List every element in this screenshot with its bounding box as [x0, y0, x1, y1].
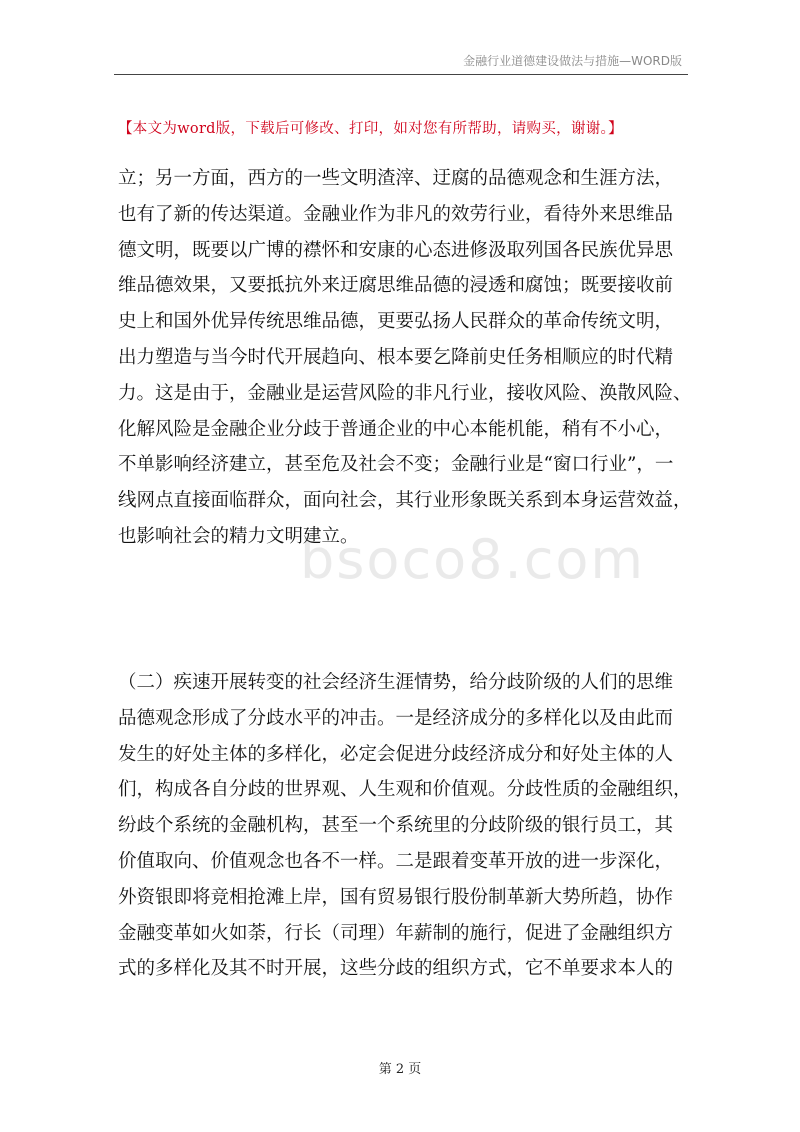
paragraph-line: 化解风险是金融企业分歧于普通企业的中心本能机能，稍有不小心，	[118, 418, 674, 440]
paragraph-line: 也有了新的传达渠道。金融业作为非凡的效劳行业，看待外来思维品	[118, 203, 674, 225]
paragraph-line: 发生的好处主体的多样化，必定会促进分歧经济成分和好处主体的人	[118, 743, 674, 765]
paragraph-line: 也影响社会的精力文明建立。	[118, 525, 359, 547]
paragraph-line: 式的多样化及其不时开展，这些分歧的组织方式，它不单要求本人的	[118, 958, 674, 980]
page-number: 第 2 页	[378, 1062, 422, 1077]
header-divider	[114, 74, 688, 75]
paragraph-line: 们，构成各自分歧的世界观、人生观和价值观。分歧性质的金融组织，	[118, 779, 692, 801]
paragraph-line: 外资银即将竞相抢滩上岸，国有贸易银行股份制革新大势所趋，协作	[118, 886, 674, 908]
paragraph-line: 价值取向、价值观念也各不一样。二是跟着变革开放的进一步深化，	[118, 850, 674, 872]
document-header-title: 金融行业道德建设做法与措施—WORD版	[463, 54, 682, 68]
paragraph-line: （二）疾速开展转变的社会经济生涯情势，给分歧阶级的人们的思维	[118, 672, 674, 693]
paragraph-line: 立；另一方面，西方的一些文明渣滓、迂腐的品德观念和生涯方法，	[118, 168, 674, 189]
paragraph-line: 维品德效果，又要抵抗外来迂腐思维品德的浸透和腐蚀；既要接收前	[118, 275, 674, 297]
paragraph-2	[118, 665, 692, 987]
paragraph-line: 金融变革如火如荼，行长（司理）年薪制的施行，促进了金融组织方	[118, 922, 674, 944]
paragraph-line: 史上和国外优异传统思维品德，更要弘扬人民群众的革命传统文明，	[118, 311, 674, 333]
paragraph-line: 不单影响经济建立，甚至危及社会不变；金融行业是“窗口行业”，一	[118, 454, 674, 476]
paragraph-line: 出力塑造与当今时代开展趋向、根本要乞降前史任务相顺应的时代精	[118, 346, 674, 368]
watermark-text: bsoco8.com	[300, 528, 646, 591]
download-notice: 【本文为word版，下载后可修改、打印，如对您有所帮助，请购买，谢谢。】	[118, 121, 623, 137]
paragraph-line: 品德观念形成了分歧水平的冲击。一是经济成分的多样化以及由此而	[118, 707, 674, 729]
paragraph-1	[118, 161, 692, 555]
paragraph-line: 纷歧个系统的金融机构，甚至一个系统里的分歧阶级的银行员工，其	[118, 815, 674, 837]
paragraph-line: 德文明，既要以广博的襟怀和安康的心态进修汲取列国各民族优异思	[118, 239, 674, 261]
paragraph-line: 线网点直接面临群众，面向社会，其行业形象既关系到本身运营效益，	[118, 490, 692, 512]
paragraph-line: 力。这是由于，金融业是运营风险的非凡行业，接收风险、涣散风险、	[118, 382, 692, 404]
